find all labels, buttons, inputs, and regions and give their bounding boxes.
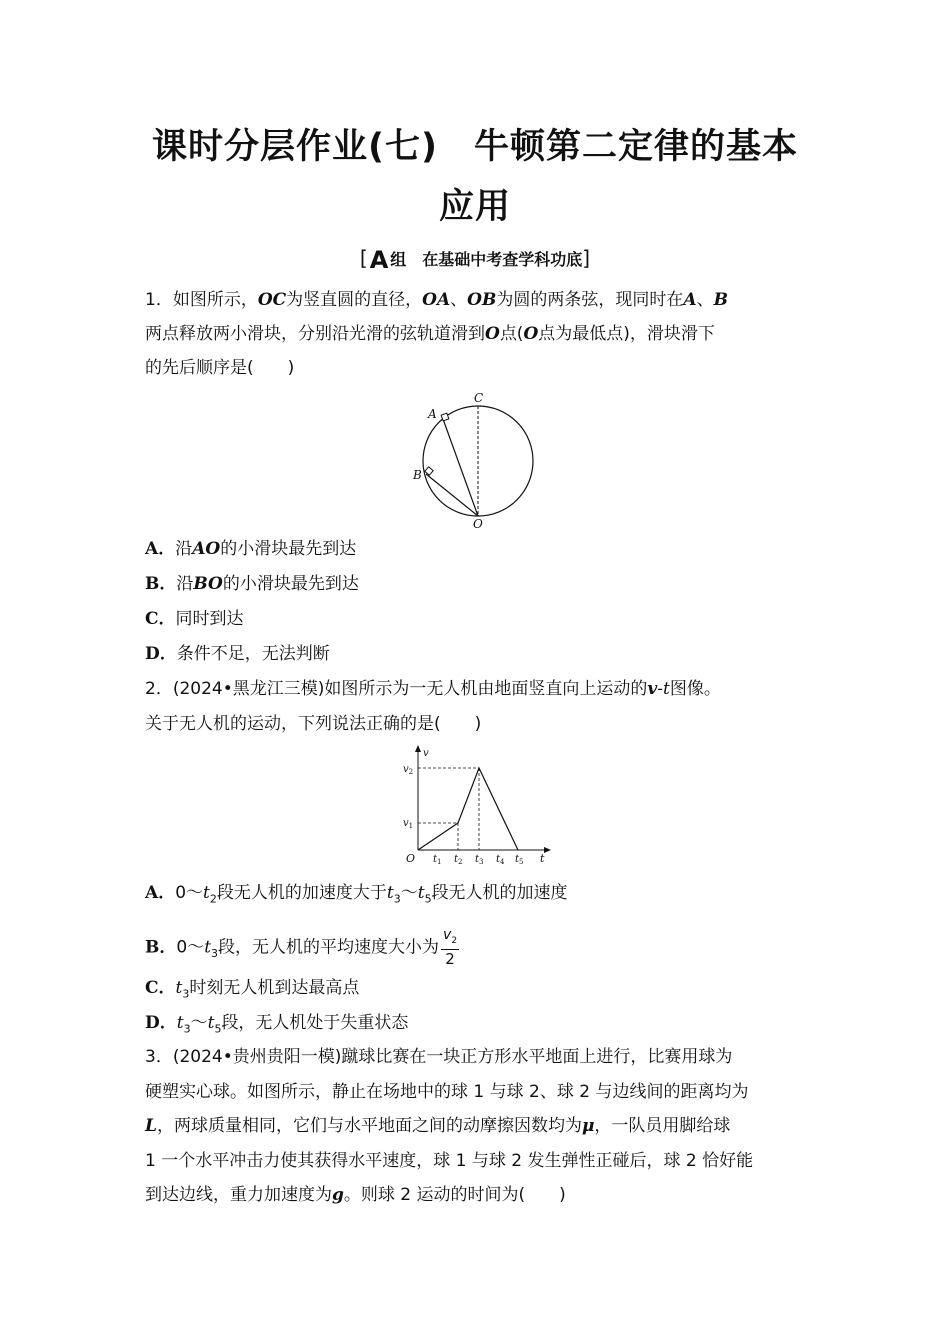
q3-line-5: 到达边线，重力加速度为g。则球 2 运动的时间为( ) <box>145 1185 566 1205</box>
label-o: O <box>473 517 483 530</box>
q2-line-2: 关于无人机的运动，下列说法正确的是( ) <box>145 714 482 734</box>
q2-option-b[interactable]: B．$0\sim t_3$段，无人机的平均速度大小为 $\frac{v_2}{2}$ <box>145 927 458 968</box>
label-t4: $t_4$ <box>496 854 505 866</box>
label-b: B <box>413 468 422 482</box>
group-label: 组 在基础中考查学科功底 <box>390 250 583 269</box>
label-t5: $t_5$ <box>515 854 524 866</box>
q2-option-c[interactable]: C．$t_3$时刻无人机到达最高点 <box>145 978 360 1001</box>
q3-line-1: 3．(2024•贵州贵阳一模)蹴球比赛在一块正方形水平地面上进行，比赛用球为 <box>145 1047 733 1067</box>
q1-option-d[interactable]: D．条件不足，无法判断 <box>145 644 330 664</box>
q1-option-c[interactable]: C．同时到达 <box>145 609 244 629</box>
q2-line-1: 2．(2024•黑龙江三模)如图所示为一无人机由地面竖直向上运动的v-t图像。 <box>145 679 721 699</box>
q2-vt-graph <box>398 744 556 872</box>
vt-curve <box>418 768 518 850</box>
label-v: v <box>423 748 429 759</box>
slider-a <box>441 413 449 421</box>
label-t2: $t_2$ <box>454 854 463 866</box>
label-a: A <box>428 407 437 421</box>
group-header: [A 组 在基础中考查学科功底] <box>359 246 591 274</box>
group-badge: A <box>369 246 389 274</box>
q2-option-d[interactable]: D．$t_3\sim t_5$段，无人机处于失重状态 <box>145 1013 409 1036</box>
label-v2: $v_2$ <box>403 764 414 776</box>
label-v1: $v_1$ <box>403 818 414 830</box>
label-t3: $t_3$ <box>475 854 484 866</box>
q3-line-2: 硬塑实心球。如图所示，静止在场地中的球 1 与球 2、球 2 与边线间的距离均为 <box>145 1082 749 1102</box>
label-o: O <box>406 852 416 865</box>
label-t1: $t_1$ <box>433 854 442 866</box>
q1-line-3: 的先后顺序是( ) <box>145 358 295 378</box>
q3-line-3: L，两球质量相同，它们与水平地面之间的动摩擦因数均为μ，一队员用脚给球 <box>145 1116 731 1136</box>
q1-circle-figure <box>410 388 540 530</box>
x-axis-arrow <box>544 847 551 853</box>
q2-option-a[interactable]: A．$0\sim t_2$段无人机的加速度大于$t_3\sim t_5$段无人机的加速度 <box>145 883 568 906</box>
q1-option-a[interactable]: A．沿AO的小滑块最先到达 <box>145 539 357 559</box>
page-title-line-1: 课时分层作业(七) 牛顿第二定律的基本 <box>152 127 798 167</box>
q1-line-2: 两点释放两小滑块，分别沿光滑的弦轨道滑到O点(O点为最低点)，滑块滑下 <box>145 324 715 344</box>
y-axis-arrow <box>415 745 421 752</box>
q1-line-1: 1．如图所示，OC为竖直圆的直径，OA、OB为圆的两条弦，现同时在A、B <box>145 290 728 310</box>
fraction-v2-over-2: $\frac{v_2}{2}$ <box>443 927 458 968</box>
page-title-line-2: 应用 <box>438 187 511 227</box>
q3-line-4: 1 一个水平冲击力使其获得水平速度，球 1 与球 2 发生弹性正碰后，球 2 恰好能 <box>145 1151 754 1171</box>
label-c: C <box>474 391 484 405</box>
label-t: t <box>540 852 545 865</box>
q1-option-b[interactable]: B．沿BO的小滑块最先到达 <box>145 574 359 594</box>
